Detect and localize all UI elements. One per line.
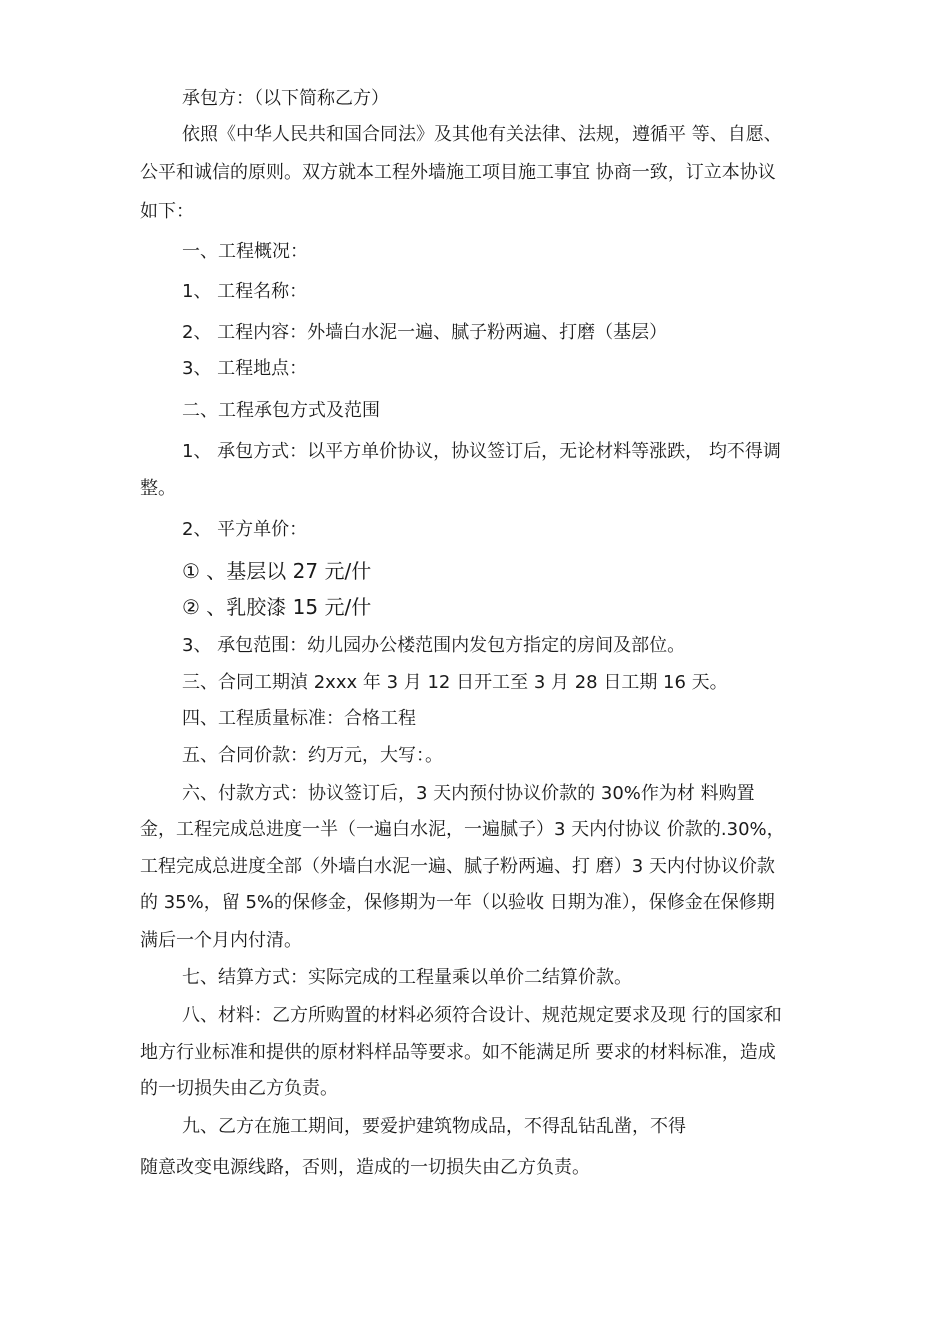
section-heading: 一、工程概况： (182, 241, 308, 262)
list-item: 2、 平方单价： (182, 519, 308, 540)
list-item: 3、 工程地点： (182, 358, 308, 379)
body-text-line: 的一切损失由乙方负责。 (140, 1078, 338, 1099)
price-item: ② 、乳胶漆 15 元/什 (182, 595, 372, 619)
section-heading: 三、合同工期湞 2xxx 年 3 月 12 日开工至 3 月 28 日工期 16 天。 (182, 672, 728, 693)
body-text-line: 依照《中华人民共和国合同法》及其他有关法律、法规，遵循平 等、自愿、 (182, 124, 782, 145)
list-item: 2、 工程内容：外墙白水泥一遍、腻子粉两遍、打磨（基层） (182, 322, 668, 343)
body-text-line: 满后一个月内付清。 (140, 930, 302, 951)
section-heading: 九、乙方在施工期间，要爱护建筑物成品，不得乱钻乱凿，不得 (182, 1116, 686, 1137)
section-heading: 五、合同价款：约万元，大写：。 (182, 745, 443, 766)
contractor-line: 承包方：（以下简称乙方） (182, 88, 389, 109)
section-heading: 六、付款方式：协议签订后，3 天内预付协议价款的 30%作为材 料购置 (182, 783, 755, 804)
body-text-line: 工程完成总进度全部（外墙白水泥一遍、腻子粉两遍、打 磨）3 天内付协议价款 (140, 856, 775, 877)
body-text-line: 整。 (140, 478, 176, 499)
section-heading: 四、工程质量标准：合格工程 (182, 708, 416, 729)
section-heading: 七、结算方式：实际完成的工程量乘以单价二结算价款。 (182, 967, 632, 988)
price-item: ① 、基层以 27 元/什 (182, 559, 372, 583)
list-item: 1、 承包方式：以平方单价协议，协议签订后，无论材料等涨跌， 均不得调 (182, 441, 781, 462)
body-text-line: 随意改变电源线路，否则，造成的一切损失由乙方负责。 (140, 1157, 590, 1178)
body-text-line: 公平和诚信的原则。双方就本工程外墙施工项目施工事宜 协商一致，订立本协议 (140, 162, 776, 183)
body-text-line: 金，工程完成总进度一半（一遍白水泥，一遍腻子）3 天内付协议 价款的.30%， (140, 819, 785, 840)
body-text-line: 如下： (140, 201, 194, 222)
body-text-line: 地方行业标准和提供的原材料样品等要求。如不能满足所 要求的材料标准，造成 (140, 1042, 776, 1063)
section-heading: 八、材料：乙方所购置的材料必须符合设计、规范规定要求及现 行的国家和 (182, 1005, 782, 1026)
body-text-line: 的 35%，留 5%的保修金，保修期为一年（以验收 日期为准），保修金在保修期 (140, 892, 775, 913)
section-heading: 二、工程承包方式及范围 (182, 400, 380, 421)
list-item: 1、 工程名称： (182, 281, 308, 302)
list-item: 3、 承包范围：幼儿园办公楼范围内发包方指定的房间及部位。 (182, 635, 686, 656)
